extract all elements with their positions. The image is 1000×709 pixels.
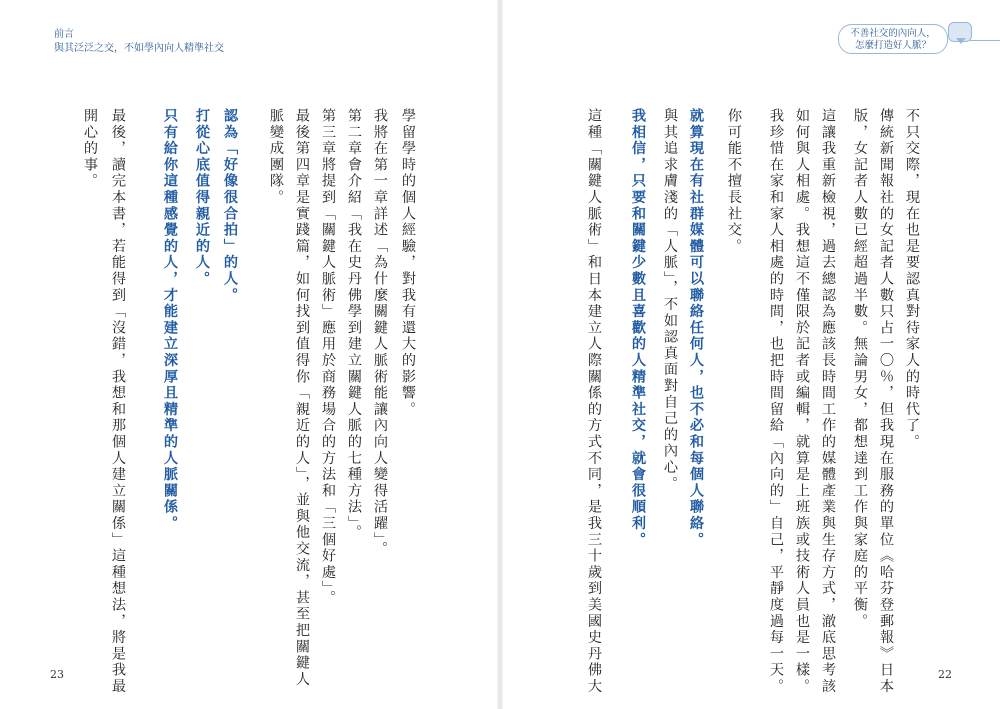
left-line-2: 我將在第一章詳述「為什麼關鍵人脈術能讓內向人變得活躍」。 <box>372 108 388 558</box>
left-line-8-emphasis: 打從心底值得親近的人。 <box>194 108 210 288</box>
left-line-5: 最後第四章是實踐篇，如何找到值得你「親近的人」，並與他交流，甚至把關鍵人 <box>294 108 310 688</box>
left-line-6: 脈變成團隊。 <box>268 108 284 206</box>
right-line-4: 這讓我重新檢視，過去總認為應該長時間工作的媒體產業與生存方式，澈底思考該 <box>820 108 836 695</box>
left-line-1: 學留學時的個人經驗，對我有還大的影響。 <box>400 108 416 418</box>
left-line-11: 開心的事。 <box>82 108 98 190</box>
right-line-8-emphasis: 就算現在有社群媒體可以聯絡任何人，也不必和每個人聯絡。 <box>688 108 704 549</box>
right-line-3: 版，女記者人數已經超過半數。無論男女，都想達到工作與家庭的平衡。 <box>852 108 868 630</box>
right-line-10-emphasis: 我相信，只要和關鍵少數且喜歡的人精準社交，就會很順利。 <box>630 108 646 549</box>
book-title-line-2: 怎麼打造好人脈？ <box>854 40 931 51</box>
right-line-1: 不只交際，現在也是要認真對待家人的時代了。 <box>904 108 920 451</box>
running-header-right <box>838 24 948 54</box>
left-line-4: 第三章將提到「關鍵人脈術」應用於商務場合的方法和「三個好處」。 <box>320 108 336 607</box>
book-gutter <box>497 0 503 709</box>
left-line-10: 最後，讀完本書，若能得到「沒錯，我想和那個人建立關係」這種想法，將是我最 <box>110 108 126 695</box>
right-line-5: 如何與人相處。我想這不僅限於記者或編輯，就算是上班族或技術人員也是一樣。 <box>794 108 810 695</box>
right-line-9: 與其追求膚淺的「人脈」，不如認真面對自己的內心。 <box>662 108 678 493</box>
speech-bubble-tail-icon <box>956 38 966 44</box>
chapter-title: 與其泛泛之交，不如學內向人精準社交 <box>54 43 224 54</box>
page-number-right: 22 <box>938 668 952 681</box>
page-number-left: 23 <box>50 668 64 681</box>
left-line-7-emphasis: 認為「好像很合拍」的人。 <box>222 108 238 304</box>
running-header-left <box>54 28 224 56</box>
right-line-6: 我珍惜在家和家人相處的時間，也把時間留給「內向的」自己，平靜度過每一天。 <box>768 108 784 695</box>
right-line-11: 這種「關鍵人脈術」和日本建立人際關係的方式不同，是我三十歲到美國史丹佛大 <box>586 108 602 695</box>
left-line-3: 第二章會介紹「我在史丹佛學到建立關鍵人脈的七種方法」。 <box>346 108 362 541</box>
header-decor-line <box>970 40 1000 41</box>
right-line-7: 你可能不擅長社交。 <box>726 108 742 255</box>
chapter-label: 前言 <box>54 29 74 40</box>
right-line-2: 傳統新聞報社的女記者人數只占一〇％，但我現在服務的單位《哈芬登郵報》日本 <box>878 108 894 695</box>
left-line-9-emphasis: 只有給你這種感覺的人，才能建立深厚且精準的人脈關係。 <box>162 108 178 532</box>
book-title-line-1: 不善社交的內向人， <box>850 28 936 39</box>
